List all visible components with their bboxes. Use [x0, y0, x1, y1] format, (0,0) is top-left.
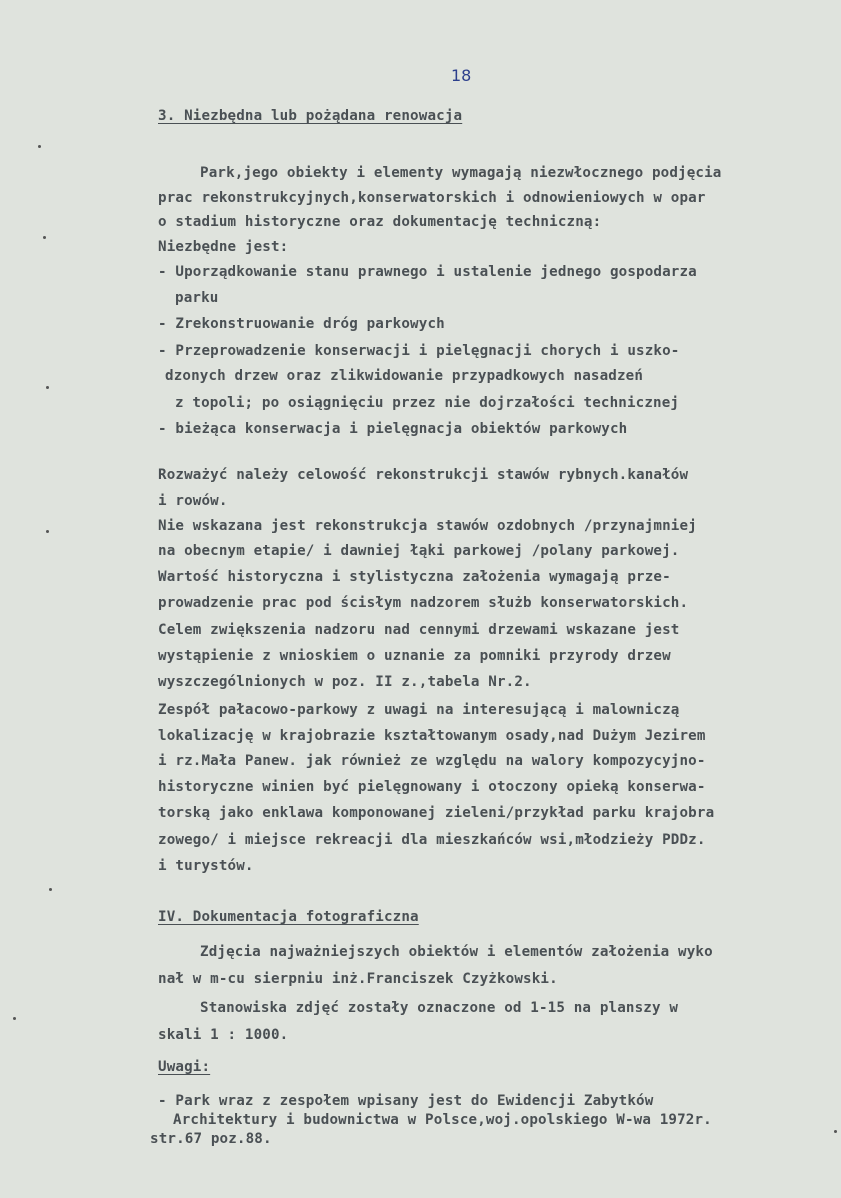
section-3-line: o stadium historyczne oraz dokumentację techniczną:	[158, 214, 602, 230]
remarks-line: - Park wraz z zespołem wpisany jest do Ewidencji Zabytków	[158, 1093, 654, 1109]
section-3-line: - Przeprowadzenie konserwacji i pielęgnacji chorych i uszko-	[158, 343, 680, 359]
section-3-heading: 3. Niezbędna lub pożądana renowacja	[158, 108, 463, 124]
section-3-line: prac rekonstrukcyjnych,konserwatorskich i odnowieniowych w opar	[158, 190, 706, 206]
page-number: 18	[451, 66, 472, 85]
section-3-line: prowadzenie prac pod ścisłym nadzorem służb konserwatorskich.	[158, 595, 689, 611]
section-3-line: Niezbędne jest:	[158, 239, 289, 255]
section-3-line: - Uporządkowanie stanu prawnego i ustalenie jednego gospodarza	[158, 264, 697, 280]
scan-speck	[38, 145, 41, 148]
scan-speck	[13, 1017, 16, 1020]
scan-speck	[46, 386, 49, 389]
scan-speck	[43, 236, 46, 239]
section-3-line: torską jako enklawa komponowanej zieleni/przykład parku krajobra	[158, 805, 715, 821]
section-4-line: Zdjęcia najważniejszych obiektów i elementów założenia wyko	[200, 944, 713, 960]
section-3-line: i turystów.	[158, 858, 254, 874]
section-3-line: - bieżąca konserwacja i pielęgnacja obiektów parkowych	[158, 421, 628, 437]
scan-speck	[49, 888, 52, 891]
remarks-line: str.67 poz.88.	[150, 1131, 272, 1147]
section-3-line: zowego/ i miejsce rekreacji dla mieszkańców wsi,młodzieży PDDz.	[158, 832, 706, 848]
section-4-line: nał w m-cu sierpniu inż.Franciszek Czyżkowski.	[158, 971, 558, 987]
section-3-line: wyszczególnionych w poz. II z.,tabela Nr.2.	[158, 674, 532, 690]
scan-speck	[834, 1130, 837, 1133]
section-3-line: Rozważyć należy celowość rekonstrukcji stawów rybnych.kanałów	[158, 467, 689, 483]
section-3-line: lokalizację w krajobrazie kształtowanym osady,nad Dużym Jezirem	[158, 728, 706, 744]
section-3-line: Park,jego obiekty i elementy wymagają niezwłocznego podjęcia	[200, 165, 722, 181]
section-4-line: skali 1 : 1000.	[158, 1027, 289, 1043]
section-3-line: Nie wskazana jest rekonstrukcja stawów ozdobnych /przynajmniej	[158, 518, 697, 534]
scan-speck	[46, 530, 49, 533]
section-3-line: historyczne winien być pielęgnowany i otoczony opieką konserwa-	[158, 779, 706, 795]
remarks-line: Architektury i budownictwa w Polsce,woj.opolskiego W-wa 1972r.	[173, 1112, 712, 1128]
section-3-line: Wartość historyczna i stylistyczna założenia wymagają prze-	[158, 569, 671, 585]
section-4-heading: IV. Dokumentacja fotograficzna	[158, 909, 419, 925]
section-3-line: wystąpienie z wnioskiem o uznanie za pomniki przyrody drzew	[158, 648, 671, 664]
section-3-line: na obecnym etapie/ i dawniej łąki parkowej /polany parkowej.	[158, 543, 680, 559]
section-3-line: parku	[175, 290, 219, 306]
section-3-line: Zespół pałacowo-parkowy z uwagi na interesującą i malowniczą	[158, 702, 680, 718]
section-3-line: z topoli; po osiągnięciu przez nie dojrzałości technicznej	[175, 395, 680, 411]
remarks-heading: Uwagi:	[158, 1059, 211, 1075]
section-4-line: Stanowiska zdjęć zostały oznaczone od 1-15 na planszy w	[200, 1000, 679, 1016]
section-3-line: i rowów.	[158, 493, 228, 509]
section-3-line: dzonych drzew oraz zlikwidowanie przypadkowych nasadzeń	[165, 368, 644, 384]
section-3-line: i rz.Mała Panew. jak również ze względu na walory kompozycyjno-	[158, 753, 706, 769]
section-3-line: - Zrekonstruowanie dróg parkowych	[158, 316, 445, 332]
section-3-line: Celem zwiększenia nadzoru nad cennymi drzewami wskazane jest	[158, 622, 680, 638]
